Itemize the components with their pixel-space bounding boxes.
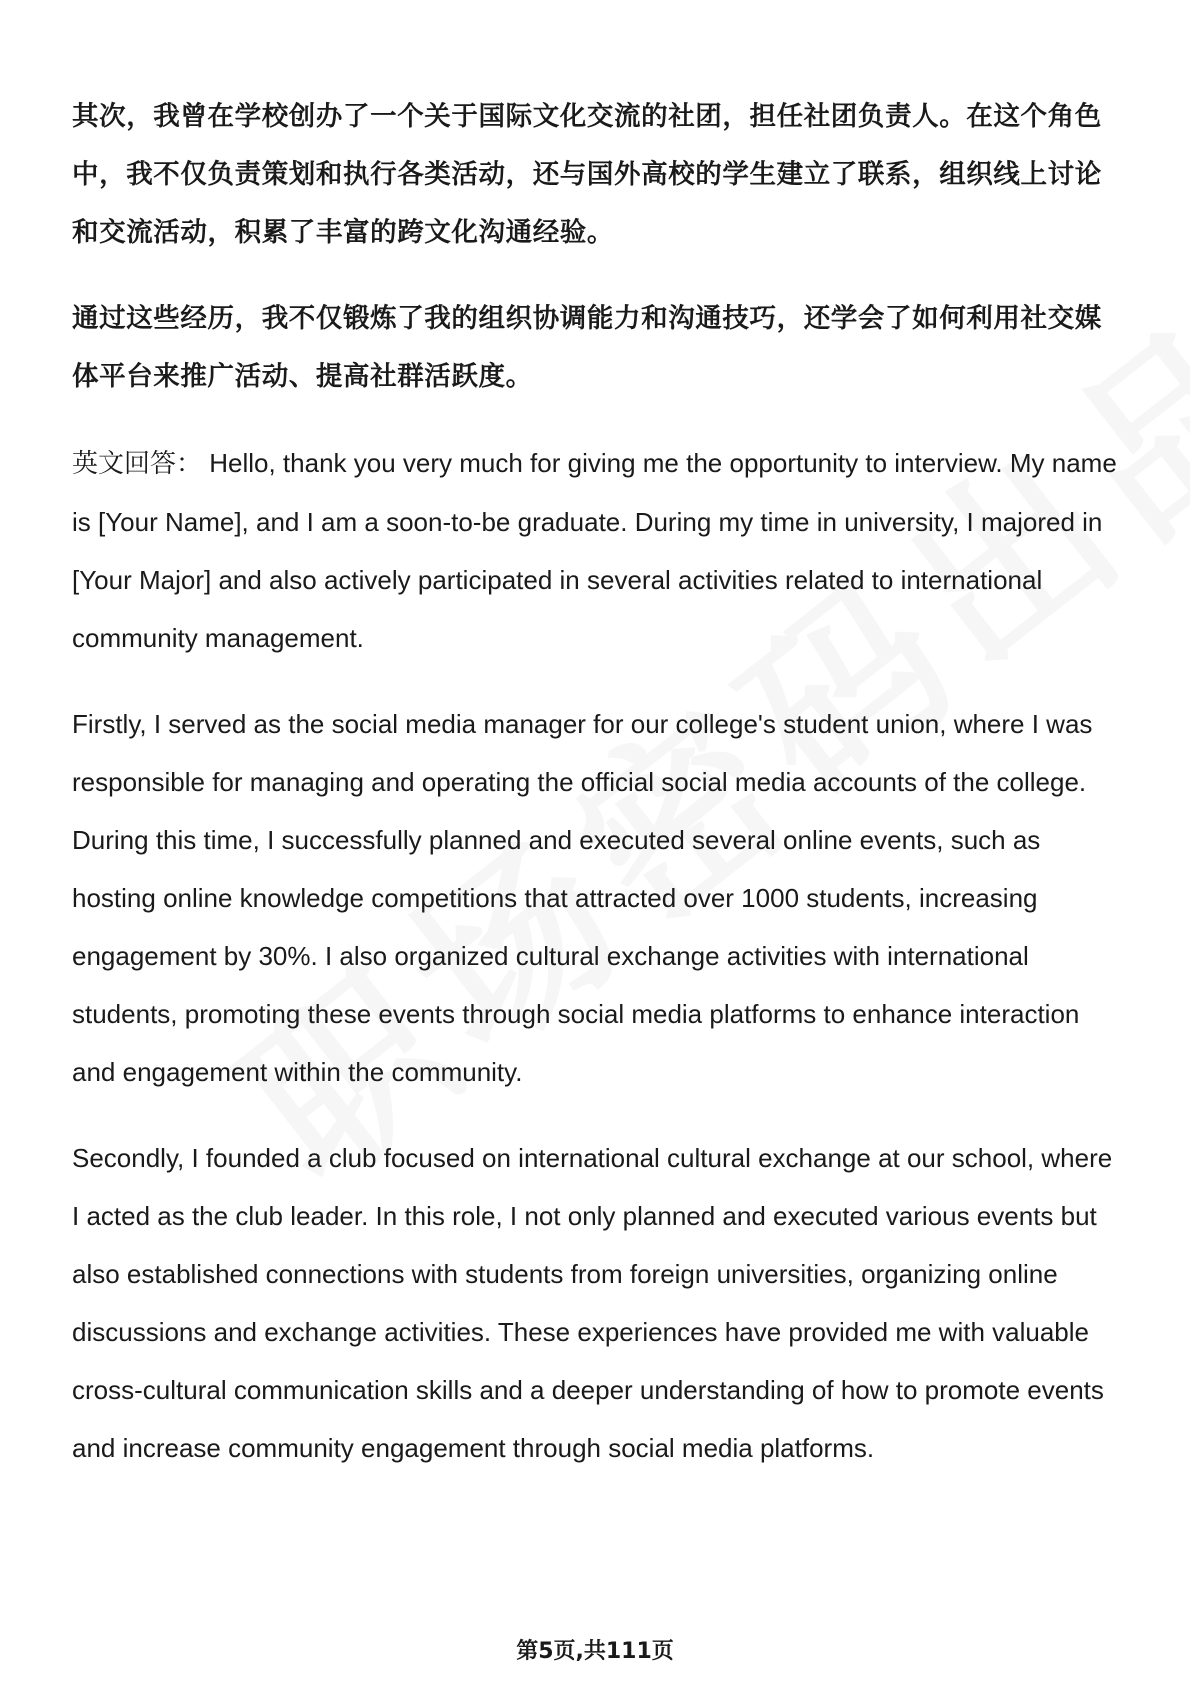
paragraph-english-intro — [72, 434, 1122, 667]
english-answer-label: 英文回答： — [72, 449, 203, 479]
paragraph-firstly: Firstly, I served as the social media manager for our college's student union, where I was responsible for managing and operating the official social media accounts of the college. During this time, I successfully planned and executed several online events, such as hosting online knowledge competitions that attracted over 1000 students, increasing engagement by 30%. I also organized cultural exchange activities with international students, promoting these events through social media platforms to enhance interaction and engagement within the community. — [72, 709, 1093, 1087]
document-body — [72, 88, 1122, 1477]
paragraph-club-founding-cn: 其次，我曾在学校创办了一个关于国际文化交流的社团，担任社团负责人。在这个角色中，我不仅负责策划和执行各类活动，还与国外高校的学生建立了联系，组织线上讨论和交流活动，积累了丰富的跨文化沟通经验。 — [72, 101, 1102, 248]
paragraph-experience-summary-cn: 通过这些经历，我不仅锻炼了我的组织协调能力和沟通技巧，还学会了如何利用社交媒体平台来推广活动、提高社群活跃度。 — [72, 303, 1102, 392]
english-intro-text: Hello, thank you very much for giving me the opportunity to interview. My name is [Your Name], and I am a soon-to-be graduate. During my time in university, I majored in [Your Major] and also actively participated in several activities related to international community management. — [72, 448, 1117, 653]
paragraph-secondly: Secondly, I founded a club focused on international cultural exchange at our school, where I acted as the club leader. In this role, I not only planned and executed various events but also established connections with students from foreign universities, organizing online discussions and exchange activities. These experiences have provided me with valuable cross-cultural communication skills and a deeper understanding of how to promote events and increase community engagement through social media platforms. — [72, 1143, 1113, 1463]
page-number: 第5页,共111页 — [516, 1639, 674, 1664]
